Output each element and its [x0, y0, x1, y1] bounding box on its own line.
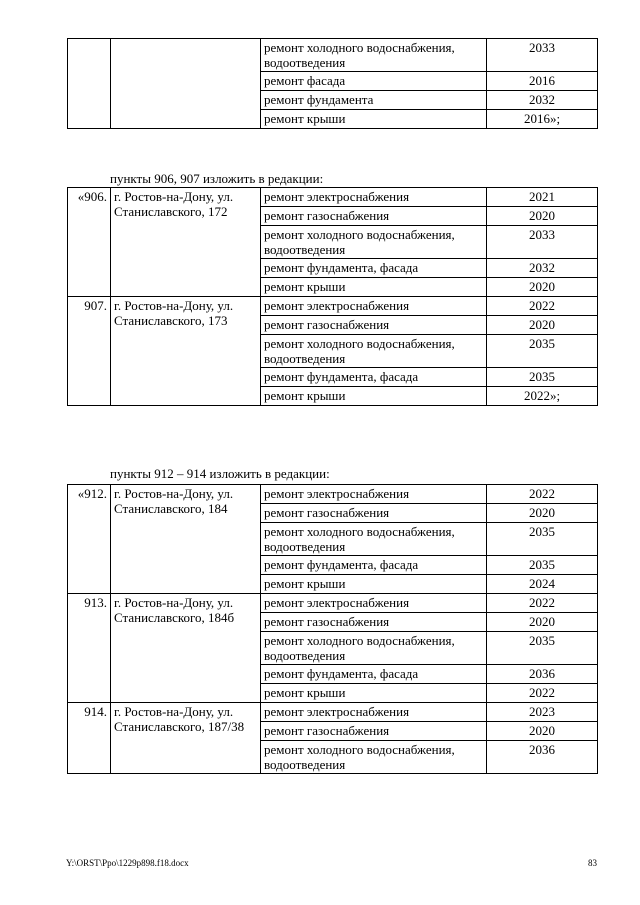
work-cell: ремонт холодного водоснабжения, водоотведения: [261, 523, 487, 556]
work-cell: ремонт крыши: [261, 387, 487, 406]
address-cell: г. Ростов-на-Дону, ул. Станиславского, 184: [111, 485, 261, 594]
work-cell: ремонт газоснабжения: [261, 316, 487, 335]
work-cell: ремонт фасада: [261, 72, 487, 91]
work-cell: ремонт газоснабжения: [261, 722, 487, 741]
year-cell: 2020: [487, 613, 598, 632]
footer-page-number: 83: [588, 858, 597, 868]
year-cell: 2016: [487, 72, 598, 91]
work-cell: ремонт газоснабжения: [261, 207, 487, 226]
work-cell: ремонт фундамента, фасада: [261, 259, 487, 278]
work-cell: ремонт крыши: [261, 278, 487, 297]
year-cell: 2035: [487, 335, 598, 368]
year-cell: 2022»;: [487, 387, 598, 406]
item-number: 914.: [68, 703, 111, 774]
year-cell: 2020: [487, 278, 598, 297]
year-cell: 2022: [487, 684, 598, 703]
intro-912-914: пункты 912 – 914 изложить в редакции:: [110, 466, 330, 481]
work-cell: ремонт крыши: [261, 684, 487, 703]
year-cell: 2022: [487, 594, 598, 613]
year-cell: 2032: [487, 91, 598, 110]
work-cell: ремонт электроснабжения: [261, 703, 487, 722]
year-cell: 2016»;: [487, 110, 598, 129]
year-cell: 2022: [487, 485, 598, 504]
year-cell: 2033: [487, 226, 598, 259]
address-cell: г. Ростов-на-Дону, ул. Станиславского, 187/38: [111, 703, 261, 774]
table-912-914: [67, 484, 598, 774]
work-cell: ремонт фундамента, фасада: [261, 368, 487, 387]
table-row: [68, 703, 598, 722]
table-906-907: [67, 187, 598, 406]
year-cell: 2020: [487, 504, 598, 523]
table-row: [68, 188, 598, 207]
address-cell: г. Ростов-на-Дону, ул. Станиславского, 172: [111, 188, 261, 297]
year-cell: 2020: [487, 722, 598, 741]
work-cell: ремонт фундамента, фасада: [261, 556, 487, 575]
work-cell: ремонт электроснабжения: [261, 188, 487, 207]
year-cell: 2021: [487, 188, 598, 207]
year-cell: 2035: [487, 368, 598, 387]
work-cell: ремонт крыши: [261, 110, 487, 129]
continuation-table: [67, 38, 598, 129]
work-cell: ремонт холодного водоснабжения, водоотведения: [261, 335, 487, 368]
num-cell: [68, 39, 111, 129]
intro-906-907: пункты 906, 907 изложить в редакции:: [110, 171, 324, 186]
work-cell: ремонт фундамента, фасада: [261, 665, 487, 684]
item-number: «912.: [68, 485, 111, 594]
work-cell: ремонт газоснабжения: [261, 504, 487, 523]
year-cell: 2020: [487, 316, 598, 335]
work-cell: ремонт электроснабжения: [261, 594, 487, 613]
work-cell: ремонт газоснабжения: [261, 613, 487, 632]
address-cell: г. Ростов-на-Дону, ул. Станиславского, 184б: [111, 594, 261, 703]
work-cell: ремонт холодного водоснабжения, водоотведения: [261, 741, 487, 774]
item-number: 907.: [68, 297, 111, 406]
year-cell: 2035: [487, 556, 598, 575]
address-cell: [111, 39, 261, 129]
table-row: [68, 485, 598, 504]
work-cell: ремонт холодного водоснабжения, водоотведения: [261, 39, 487, 72]
year-cell: 2020: [487, 207, 598, 226]
work-cell: ремонт фундамента: [261, 91, 487, 110]
work-cell: ремонт холодного водоснабжения, водоотведения: [261, 226, 487, 259]
table-row: [68, 297, 598, 316]
work-cell: ремонт электроснабжения: [261, 485, 487, 504]
year-cell: 2024: [487, 575, 598, 594]
item-number: 913.: [68, 594, 111, 703]
work-cell: ремонт крыши: [261, 575, 487, 594]
year-cell: 2033: [487, 39, 598, 72]
footer-file-path: Y:\ORST\Ppo\1229p898.f18.docx: [66, 858, 189, 868]
year-cell: 2036: [487, 665, 598, 684]
item-number: «906.: [68, 188, 111, 297]
address-cell: г. Ростов-на-Дону, ул. Станиславского, 173: [111, 297, 261, 406]
table-row: [68, 39, 598, 72]
table-row: [68, 594, 598, 613]
year-cell: 2022: [487, 297, 598, 316]
year-cell: 2035: [487, 632, 598, 665]
year-cell: 2032: [487, 259, 598, 278]
year-cell: 2036: [487, 741, 598, 774]
work-cell: ремонт электроснабжения: [261, 297, 487, 316]
year-cell: 2035: [487, 523, 598, 556]
year-cell: 2023: [487, 703, 598, 722]
work-cell: ремонт холодного водоснабжения, водоотведения: [261, 632, 487, 665]
